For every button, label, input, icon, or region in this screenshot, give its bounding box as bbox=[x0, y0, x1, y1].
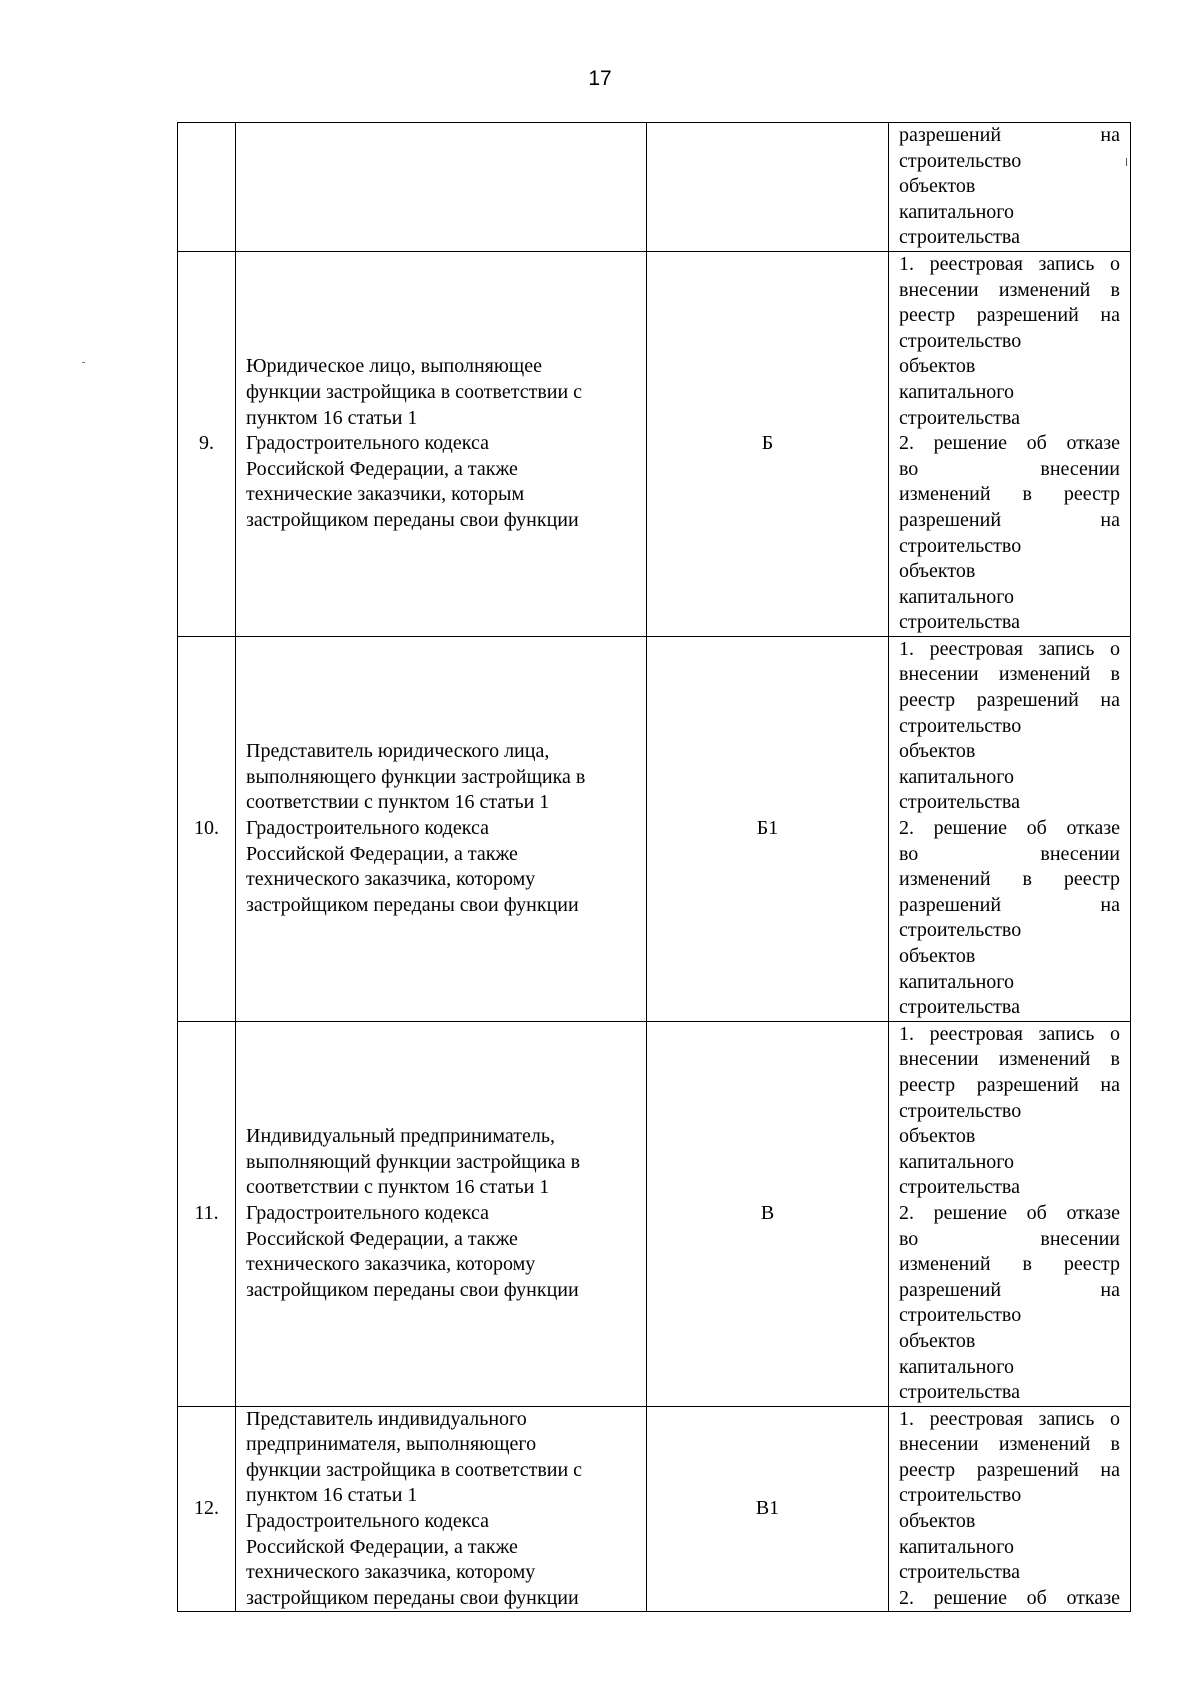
result-cell bbox=[889, 1021, 1131, 1406]
result-text-line: капитального bbox=[899, 1355, 1014, 1378]
applicant-text-line: Представитель индивидуального bbox=[246, 1407, 527, 1430]
result-text-line: изменений в реестр bbox=[899, 483, 1120, 506]
result-text-line: объектов bbox=[899, 1510, 976, 1533]
result-text-line: объектов bbox=[899, 945, 976, 967]
applicant-text-line: пунктом 16 статьи 1 bbox=[246, 1484, 418, 1507]
applicant-text-line: Российской Федерации, а также bbox=[246, 1535, 518, 1558]
result-text-line: изменений в реестр bbox=[899, 1253, 1120, 1276]
result-text-line: реестр разрешений на bbox=[899, 689, 1120, 712]
applicant-text-line: выполняющего функции застройщика в bbox=[246, 765, 586, 788]
result-text-line: строительства bbox=[899, 406, 1020, 429]
category-code-cell bbox=[647, 123, 889, 252]
row-number-cell: 12. bbox=[178, 1406, 236, 1612]
result-text-line: во внесении bbox=[899, 1227, 1120, 1250]
row-number-cell: 10. bbox=[178, 636, 236, 1021]
result-text-line: строительство bbox=[899, 534, 1022, 557]
result-text-line: реестр разрешений на bbox=[899, 1073, 1120, 1096]
result-text-line: объектов bbox=[899, 355, 976, 378]
result-text-line: строительство bbox=[899, 714, 1022, 737]
applicant-text-line: Градостроительного кодекса bbox=[246, 817, 489, 840]
applicant-cell bbox=[236, 123, 647, 252]
category-code-cell: Б bbox=[647, 251, 889, 636]
result-text-line: 1. реестровая запись о bbox=[899, 252, 1120, 275]
result-cell bbox=[889, 636, 1131, 1021]
result-text-line: объектов bbox=[899, 740, 976, 763]
result-text-line: строительство bbox=[899, 149, 1022, 172]
applicant-cell bbox=[236, 1021, 647, 1406]
result-text-line: строительство bbox=[899, 1484, 1022, 1507]
result-text-line: капитального bbox=[899, 765, 1014, 788]
page-number: 17 bbox=[588, 67, 612, 90]
row-number-cell bbox=[178, 123, 236, 252]
result-text-line: капитального bbox=[899, 200, 1014, 223]
applicant-text-line: застройщиком переданы свои функции bbox=[246, 1278, 579, 1301]
result-text-line: 1. реестровая запись о bbox=[899, 1022, 1120, 1045]
result-text-line: 1. реестровая запись о bbox=[899, 1407, 1120, 1430]
row-number-cell: 9. bbox=[178, 251, 236, 636]
result-text-line: строительство bbox=[899, 329, 1022, 352]
result-text-line: строительства bbox=[899, 1176, 1020, 1199]
result-text-line: внесении изменений в bbox=[899, 1433, 1120, 1456]
result-text-line: строительство bbox=[899, 1304, 1022, 1327]
table-row bbox=[178, 636, 1131, 1021]
document-table bbox=[177, 122, 1131, 1612]
result-cell bbox=[889, 1406, 1131, 1612]
applicant-text-line: выполняющий функции застройщика в bbox=[246, 1150, 581, 1173]
applicant-text-line: застройщиком переданы свои функции bbox=[246, 893, 579, 916]
applicant-text-line: соответствии с пунктом 16 статьи 1 bbox=[246, 1176, 550, 1199]
result-text-line: 2. решение об отказе bbox=[899, 1586, 1120, 1609]
result-text-line: изменений в реестр bbox=[899, 868, 1120, 891]
result-text-line: строительства bbox=[899, 226, 1020, 249]
result-text-line: 2. решение об отказе bbox=[899, 432, 1120, 455]
result-text-line: объектов bbox=[899, 560, 976, 583]
applicant-text-line: пунктом 16 статьи 1 bbox=[246, 406, 418, 429]
applicant-cell bbox=[236, 636, 647, 1021]
result-text-line: разрешений на bbox=[899, 1278, 1120, 1301]
result-text-line: во внесении bbox=[899, 842, 1120, 865]
applicant-text-line: Российской Федерации, а также bbox=[246, 842, 518, 865]
applicant-text-line: Индивидуальный предприниматель, bbox=[246, 1125, 555, 1148]
result-cell bbox=[889, 123, 1131, 252]
applicant-text-line: Градостроительного кодекса bbox=[246, 432, 489, 455]
result-text-line: строительство bbox=[899, 1099, 1022, 1122]
applicant-text-line: Российской Федерации, а также bbox=[246, 1227, 518, 1250]
applicant-text-line: технические заказчики, которым bbox=[246, 483, 525, 506]
table-body bbox=[178, 123, 1131, 1612]
result-text-line: капитального bbox=[899, 970, 1014, 993]
applicant-text-line: застройщиком переданы свои функции bbox=[246, 508, 579, 531]
result-text-line: строительства bbox=[899, 1561, 1020, 1584]
scan-speck bbox=[82, 362, 85, 363]
result-text-line: разрешений на bbox=[899, 893, 1120, 916]
result-cell bbox=[889, 251, 1131, 636]
applicant-text-line: Представитель юридического лица, bbox=[246, 740, 550, 763]
applicant-text-line: предпринимателя, выполняющего bbox=[246, 1433, 537, 1456]
applicant-text-line: Градостроительного кодекса bbox=[246, 1201, 489, 1224]
applicant-cell bbox=[236, 1406, 647, 1612]
result-text-line: объектов bbox=[899, 175, 976, 198]
result-text-line: внесении изменений в bbox=[899, 278, 1120, 301]
result-text-line: строительства bbox=[899, 611, 1020, 634]
result-text-line: строительство bbox=[899, 919, 1022, 942]
table-row bbox=[178, 1021, 1131, 1406]
result-text-line: объектов bbox=[899, 1125, 976, 1148]
applicant-text-line: застройщиком переданы свои функции bbox=[246, 1586, 579, 1609]
applicant-text-line: технического заказчика, которому bbox=[246, 1561, 536, 1584]
applicant-text-line: технического заказчика, которому bbox=[246, 868, 536, 891]
applicant-cell bbox=[236, 251, 647, 636]
result-text-line: во внесении bbox=[899, 457, 1120, 480]
applicant-text-line: Градостроительного кодекса bbox=[246, 1510, 489, 1533]
category-code-cell: В bbox=[647, 1021, 889, 1406]
result-text-line: разрешений на bbox=[899, 124, 1120, 146]
result-text-line: реестр разрешений на bbox=[899, 1458, 1120, 1481]
result-text-line: внесении изменений в bbox=[899, 1048, 1120, 1071]
result-text-line: 2. решение об отказе bbox=[899, 1201, 1120, 1224]
result-text-line: строительства bbox=[899, 1381, 1020, 1404]
result-text-line: разрешений на bbox=[899, 508, 1120, 531]
applicant-text-line: технического заказчика, которому bbox=[246, 1253, 536, 1276]
result-text-line: капитального bbox=[899, 380, 1014, 403]
result-text-line: капитального bbox=[899, 585, 1014, 608]
applicant-text-line: функции застройщика в соответствии с bbox=[246, 380, 583, 403]
applicant-text-line: соответствии с пунктом 16 статьи 1 bbox=[246, 791, 550, 814]
result-text-line: объектов bbox=[899, 1329, 976, 1352]
category-code-cell: В1 bbox=[647, 1406, 889, 1612]
table-row bbox=[178, 1406, 1131, 1612]
table-row bbox=[178, 123, 1131, 252]
applicant-text-line: Юридическое лицо, выполняющее bbox=[246, 355, 542, 378]
result-text-line: реестр разрешений на bbox=[899, 304, 1120, 327]
result-text-line: капитального bbox=[899, 1535, 1014, 1558]
result-text-line: строительства bbox=[899, 791, 1020, 814]
result-text-line: внесении изменений в bbox=[899, 663, 1120, 686]
row-number-cell: 11. bbox=[178, 1021, 236, 1406]
table-row bbox=[178, 251, 1131, 636]
result-text-line: 2. решение об отказе bbox=[899, 817, 1120, 840]
result-text-line: строительства bbox=[899, 996, 1020, 1019]
applicant-text-line: функции застройщика в соответствии с bbox=[246, 1458, 583, 1481]
result-text-line: капитального bbox=[899, 1150, 1014, 1173]
applicant-text-line: Российской Федерации, а также bbox=[246, 457, 518, 480]
result-text-line: 1. реестровая запись о bbox=[899, 637, 1120, 660]
category-code-cell: Б1 bbox=[647, 636, 889, 1021]
